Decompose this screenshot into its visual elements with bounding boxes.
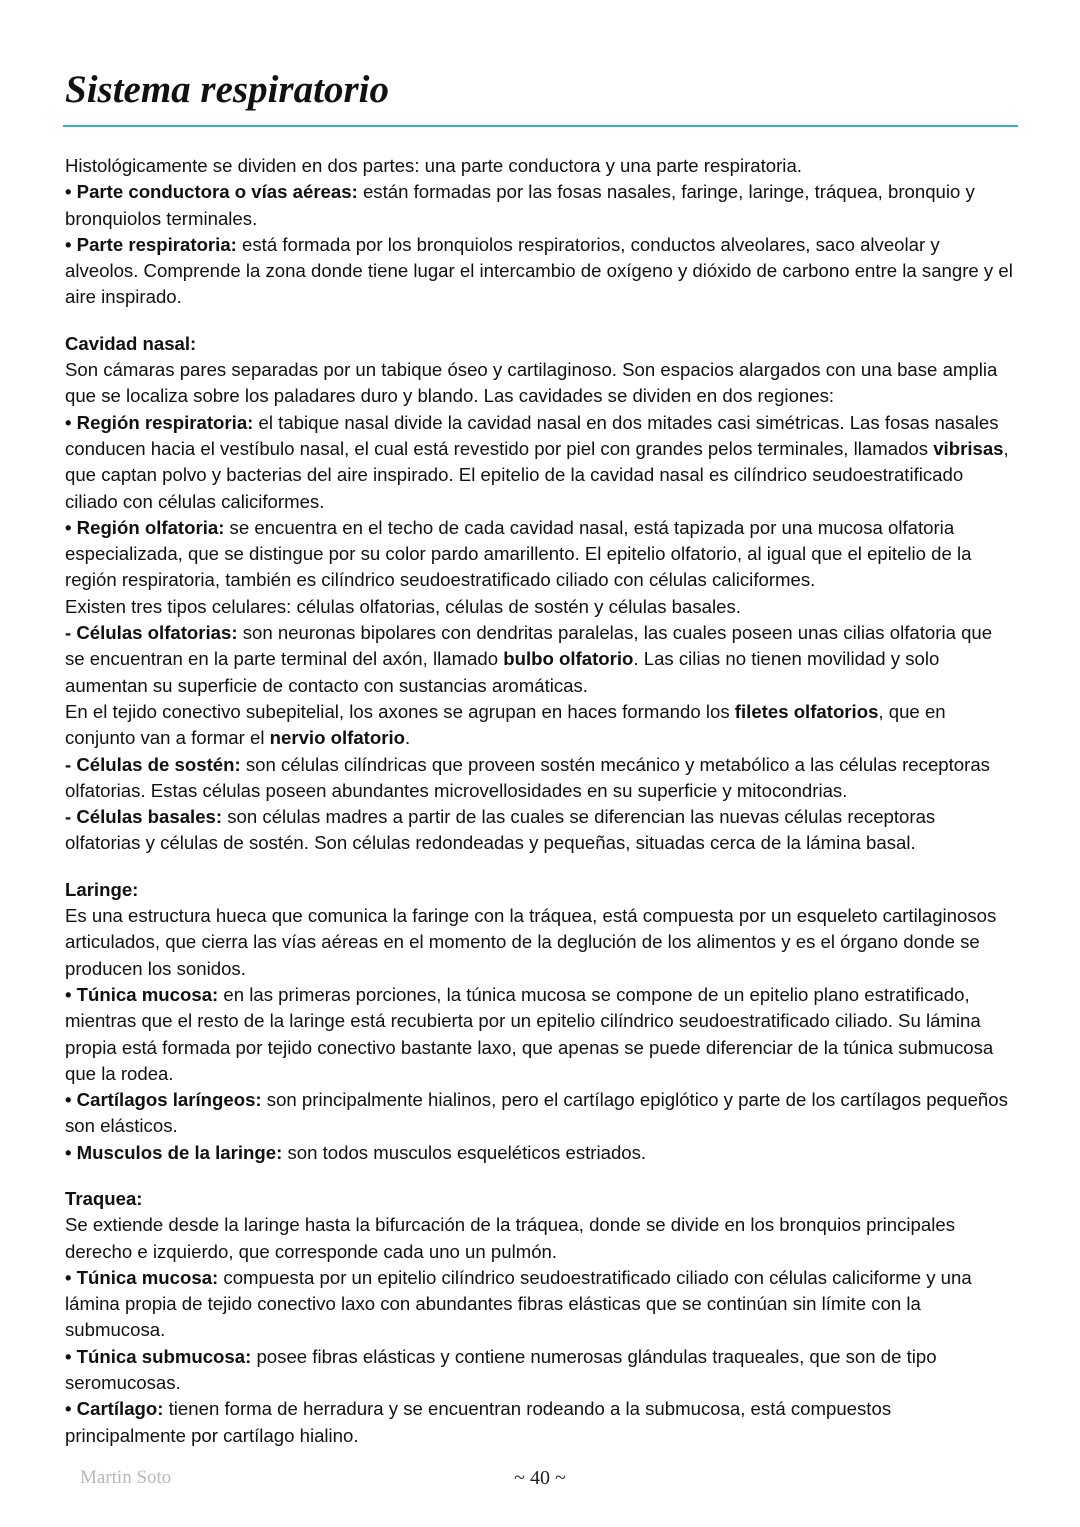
trachea-intro: Se extiende desde la laringe hasta la bifurcación de la tráquea, donde se divide en los bronquios principales derecho e izquierdo, que corresponde cada uno un pulmón.: [65, 1214, 955, 1262]
trachea-tunica-submucosa: [65, 1344, 1015, 1397]
bullet-label: • Túnica mucosa:: [65, 983, 219, 1005]
bullet-label: • Parte respiratoria:: [65, 233, 237, 255]
bold-term: vibrisas: [933, 437, 1004, 459]
bullet-label: • Región respiratoria:: [65, 411, 254, 433]
bullet-label: - Células olfatorias:: [65, 622, 238, 644]
intro-paragraph: Histológicamente se dividen en dos partes: una parte conductora y una parte respiratoria.: [65, 155, 802, 176]
nasal-region-respiratoria: [65, 410, 1015, 515]
section-heading: Laringe:: [65, 878, 139, 900]
bullet-text: son todos musculos esqueléticos estriados.: [282, 1141, 647, 1163]
intro-bullet-respiratoria: [65, 232, 1015, 311]
nasal-intro: Son cámaras pares separadas por un tabique óseo y cartilaginoso. Son espacios alargados con una base amplia que se localiza sobre los paladares duro y blando. Las cavidades se dividen en dos regiones:: [65, 359, 998, 407]
larynx-musculos: [65, 1140, 1015, 1166]
paragraph-text: En el tejido conectivo subepitelial, los axones se agrupan en haces formando los: [65, 700, 735, 722]
bullet-text: son principalmente hialinos, pero el cartílago epiglótico y parte de los cartílagos pequeños son elásticos.: [65, 1089, 1008, 1137]
bold-term: nervio olfatorio: [269, 727, 405, 749]
bullet-label: • Musculos de la laringe:: [65, 1141, 283, 1163]
page-title: Sistema respiratorio: [65, 68, 389, 111]
paragraph-text: .: [404, 727, 411, 749]
larynx-cartilagos: [65, 1087, 1015, 1140]
bullet-text: está formada por los bronquiolos respiratorios, conductos alveolares, saco alveolar y alveolos. Comprende la zona donde tiene lugar el intercambio de oxígeno y dióxido de carbono entre la sangre y el aire inspirado.: [65, 233, 1013, 308]
bullet-text: son células cilíndricas que proveen sostén mecánico y metabólico a las células receptoras olfatorias. Estas células poseen abundantes microvellosidades en su superficie y mitocondrias.: [65, 753, 990, 801]
bullet-label: • Cartílagos laríngeos:: [65, 1089, 262, 1111]
bold-term: filetes olfatorios: [734, 700, 879, 722]
section-intro: [65, 153, 1015, 311]
bullet-text: el tabique nasal divide la cavidad nasal en dos mitades casi simétricas. Las fosas nasales conducen hacia el vestíbulo nasal, el cual está revestido por piel con grandes pelos terminales, llamados: [65, 411, 999, 459]
intro-bullet-conductora: [65, 179, 1015, 232]
trachea-cartilago: [65, 1396, 1015, 1449]
bullet-text: son neuronas bipolares con dendritas paralelas, las cuales poseen unas cilias olfatoria que se encuentran en la parte terminal del axón, llamado: [65, 622, 993, 670]
nasal-celulas-sosten: [65, 752, 1015, 805]
trachea-tunica-mucosa: [65, 1265, 1015, 1344]
bullet-text: se encuentra en el techo de cada cavidad nasal, está tapizada por una mucosa olfatoria especializada, que se distingue por su color pardo amarillento. El epitelio olfatorio, al igual que el epitelio de la región respiratoria, también es cilíndrico seudoestratificado ciliado con células caliciformes.: [65, 516, 972, 591]
bullet-text: posee fibras elásticas y contiene numerosas glándulas traqueales, que son de tipo seromucosas.: [65, 1345, 937, 1394]
footer-author: Martin Soto: [80, 1467, 172, 1488]
bullet-label: • Parte conductora o vías aéreas:: [65, 181, 358, 203]
bullet-label: • Túnica submucosa:: [65, 1345, 252, 1367]
section-traquea: [65, 1186, 1015, 1449]
bullet-text: compuesta por un epitelio cilíndrico seudoestratificado ciliado con células caliciforme y una lámina propia de tejido conectivo laxo con abundantes fibras elásticas que se continúan sin límite con la submucosa.: [65, 1266, 972, 1341]
section-heading: Traquea:: [65, 1187, 143, 1209]
nasal-region-olfatoria: [65, 515, 1015, 594]
bullet-label: • Región olfatoria:: [65, 516, 225, 538]
nasal-cell-types: Existen tres tipos celulares: células olfatorias, células de sostén y células basales.: [65, 595, 741, 617]
page-number: ~ 40 ~: [514, 1467, 566, 1489]
bullet-text: . Las cilias no tienen movilidad y solo aumentan su superficie de contacto con sustancias aromáticas.: [65, 648, 940, 696]
paragraph-text: , que en conjunto van a formar el: [65, 700, 946, 749]
larynx-tunica-mucosa: [65, 982, 1015, 1087]
bullet-label: - Células de sostén:: [65, 753, 241, 775]
bullet-text: , que captan polvo y bacterias del aire inspirado. El epitelio de la cavidad nasal es cilíndrico seudoestratificado ciliado con células caliciformes.: [65, 437, 1009, 512]
bullet-text: son células madres a partir de las cuales se diferencian las nuevas células receptoras olfatorias y células de sostén. Son células redondeadas y pequeñas, situadas cerca de la lámina basal.: [65, 806, 936, 854]
bullet-label: - Células basales:: [65, 806, 223, 828]
bullet-label: • Túnica mucosa:: [65, 1266, 219, 1288]
section-cavidad-nasal: [65, 331, 1015, 857]
nasal-celulas-basales: [65, 804, 1015, 857]
section-laringe: [65, 877, 1015, 1166]
larynx-intro: Es una estructura hueca que comunica la faringe con la tráquea, está compuesta por un esqueleto cartilaginosos articulados, que cierra las vías aéreas en el momento de la deglución de los alimentos y es el órgano donde se producen los sonidos.: [65, 905, 997, 979]
document-body: [65, 153, 1015, 1449]
bullet-text: tienen forma de herradura y se encuentran rodeando a la submucosa, está compuestos principalmente por cartílago hialino.: [65, 1398, 892, 1446]
bold-term: bulbo olfatorio: [503, 648, 634, 670]
bullet-text: están formadas por las fosas nasales, faringe, laringe, tráquea, bronquio y bronquiolos terminales.: [65, 181, 975, 229]
section-heading: Cavidad nasal:: [65, 332, 197, 354]
title-divider: [63, 125, 1018, 127]
nasal-celulas-olfatorias: [65, 620, 1015, 699]
bullet-text: en las primeras porciones, la túnica mucosa se compone de un epitelio plano estratificado, mientras que el resto de la laringe está recubierta por un epitelio cilíndrico seudoestratificado ciliado. Su lámina propia está formada por tejido conectivo bastante laxo, que apenas se puede diferenciar de la túnica submucosa que la rodea.: [65, 983, 994, 1084]
bullet-label: • Cartílago:: [65, 1398, 164, 1420]
nasal-tejido-conectivo: [65, 699, 1015, 752]
